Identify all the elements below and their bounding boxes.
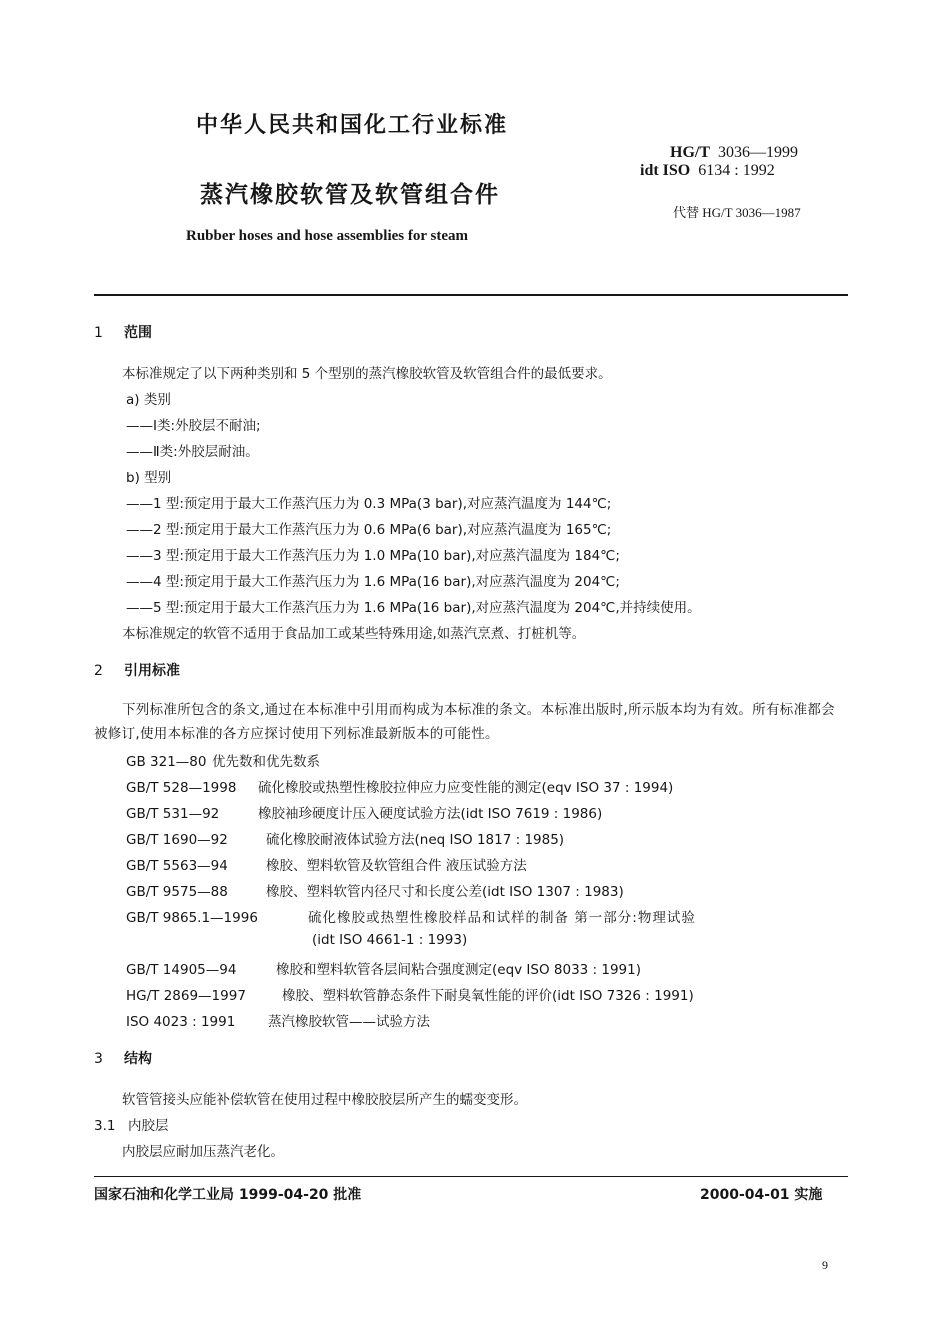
subsection-3-1-number: 3.1 bbox=[94, 1118, 116, 1134]
section-3-number: 3 bbox=[94, 1051, 103, 1067]
section-1-number: 1 bbox=[94, 325, 103, 341]
section-2-title: 引用标准 bbox=[124, 663, 180, 679]
reference-title: 橡胶和塑料软管各层间粘合强度测定(eqv ISO 8033 : 1991) bbox=[276, 962, 642, 978]
idt-code bbox=[640, 162, 775, 180]
reference-code: ISO 4023 : 1991 bbox=[126, 1014, 236, 1030]
standard-code-number: 3036—1999 bbox=[718, 144, 799, 161]
section-2-heading bbox=[94, 660, 180, 680]
idt-code-prefix: idt ISO bbox=[640, 162, 691, 179]
type-label: b) 型别 bbox=[126, 470, 172, 486]
reference-entry bbox=[126, 880, 624, 900]
reference-title: 硫化橡胶或热塑性橡胶拉伸应力应变性能的测定(eqv ISO 37 : 1994) bbox=[258, 780, 674, 796]
reference-title: 橡胶袖珍硬度计压入硬度试验方法(idt ISO 7619 : 1986) bbox=[258, 806, 603, 822]
reference-title: 橡胶、塑料软管及软管组合件 液压试验方法 bbox=[266, 858, 527, 874]
type-item: ——4 型:预定用于最大工作蒸汽压力为 1.6 MPa(16 bar),对应蒸汽温度为 204℃; bbox=[126, 574, 620, 590]
reference-code: HG/T 2869—1997 bbox=[126, 988, 246, 1004]
reference-code: GB/T 9575—88 bbox=[126, 884, 228, 900]
reference-entry bbox=[126, 854, 527, 874]
reference-entry bbox=[126, 958, 641, 978]
reference-code: GB/T 9865.1—1996 bbox=[126, 910, 258, 926]
standard-code-prefix: HG/T bbox=[670, 144, 711, 161]
standard-title-english: Rubber hoses and hose assemblies for steam bbox=[186, 228, 468, 244]
reference-entry bbox=[126, 1010, 430, 1030]
category-item: ——Ⅰ类:外胶层不耐油; bbox=[126, 418, 261, 434]
subsection-3-1-title: 内胶层 bbox=[128, 1118, 169, 1134]
standard-title: 蒸汽橡胶软管及软管组合件 bbox=[200, 182, 500, 208]
reference-entry bbox=[126, 984, 694, 1004]
section-1-title: 范围 bbox=[124, 325, 152, 341]
subsection-3-1-paragraph: 内胶层应耐加压蒸汽老化。 bbox=[122, 1144, 284, 1160]
reference-code: GB/T 531—92 bbox=[126, 806, 220, 822]
standard-code bbox=[670, 144, 798, 162]
section-1-intro: 本标准规定了以下两种类别和 5 个型别的蒸汽橡胶软管及软管组合件的最低要求。 bbox=[122, 366, 612, 382]
reference-code: GB/T 14905—94 bbox=[126, 962, 237, 978]
idt-code-number: 6134 : 1992 bbox=[698, 162, 775, 179]
reference-continuation: (idt ISO 4661-1 : 1993) bbox=[312, 932, 468, 948]
type-item: ——1 型:预定用于最大工作蒸汽压力为 0.3 MPa(3 bar),对应蒸汽温度为 144℃; bbox=[126, 496, 612, 512]
implementation-date: 2000-04-01 实施 bbox=[700, 1187, 823, 1203]
reference-entry bbox=[126, 776, 673, 796]
reference-code: GB/T 5563—94 bbox=[126, 858, 228, 874]
section-2-number: 2 bbox=[94, 663, 103, 679]
reference-title: 硫化橡胶或热塑性橡胶样品和试样的制备 第一部分:物理试验 bbox=[308, 910, 696, 926]
reference-entry bbox=[126, 828, 564, 848]
issuing-body: 中华人民共和国化工行业标准 bbox=[196, 113, 509, 138]
reference-title: 蒸汽橡胶软管——试验方法 bbox=[268, 1014, 430, 1030]
page-number: 9 bbox=[822, 1258, 828, 1272]
section-1-heading bbox=[94, 322, 152, 342]
reference-entry bbox=[126, 802, 602, 822]
section-3-heading bbox=[94, 1048, 152, 1068]
section-1-note: 本标准规定的软管不适用于食品加工或某些特殊用途,如蒸汽烹煮、打桩机等。 bbox=[122, 626, 586, 642]
reference-code: GB/T 1690—92 bbox=[126, 832, 228, 848]
category-item: ——Ⅱ类:外胶层耐油。 bbox=[126, 444, 259, 460]
category-label: a) 类别 bbox=[126, 392, 171, 408]
reference-title: 橡胶、塑料软管内径尺寸和长度公差(idt ISO 1307 : 1983) bbox=[266, 884, 624, 900]
approval-line: 国家石油和化学工业局 1999-04-20 批准 bbox=[94, 1187, 362, 1203]
subsection-3-1-heading bbox=[94, 1114, 169, 1134]
reference-entry bbox=[126, 906, 696, 926]
replaces-code: 代替 HG/T 3036—1987 bbox=[673, 205, 801, 220]
reference-code: GB 321—80 bbox=[126, 754, 207, 770]
section-2-paragraph: 下列标准所包含的条文,通过在本标准中引用而构成为本标准的条文。本标准出版时,所示版本均为有效。所有标准都会被修订,使用本标准的各方应探讨使用下列标准最新版本的可能性。 bbox=[94, 702, 835, 742]
reference-title: 硫化橡胶耐液体试验方法(neq ISO 1817 : 1985) bbox=[266, 832, 565, 848]
type-item: ——5 型:预定用于最大工作蒸汽压力为 1.6 MPa(16 bar),对应蒸汽温度为 204℃,并持续使用。 bbox=[126, 600, 701, 616]
footer-divider bbox=[94, 1176, 848, 1177]
reference-title: 橡胶、塑料软管静态条件下耐臭氧性能的评价(idt ISO 7326 : 1991) bbox=[282, 988, 694, 1004]
section-3-title: 结构 bbox=[124, 1051, 152, 1067]
header-divider bbox=[94, 294, 848, 296]
type-item: ——3 型:预定用于最大工作蒸汽压力为 1.0 MPa(10 bar),对应蒸汽温度为 184℃; bbox=[126, 548, 620, 564]
section-3-paragraph: 软管管接头应能补偿软管在使用过程中橡胶胶层所产生的蠕变变形。 bbox=[122, 1092, 527, 1108]
reference-code: GB/T 528—1998 bbox=[126, 780, 237, 796]
type-item: ——2 型:预定用于最大工作蒸汽压力为 0.6 MPa(6 bar),对应蒸汽温度为 165℃; bbox=[126, 522, 612, 538]
reference-entry bbox=[126, 750, 320, 770]
reference-title: 优先数和优先数系 bbox=[212, 754, 320, 770]
